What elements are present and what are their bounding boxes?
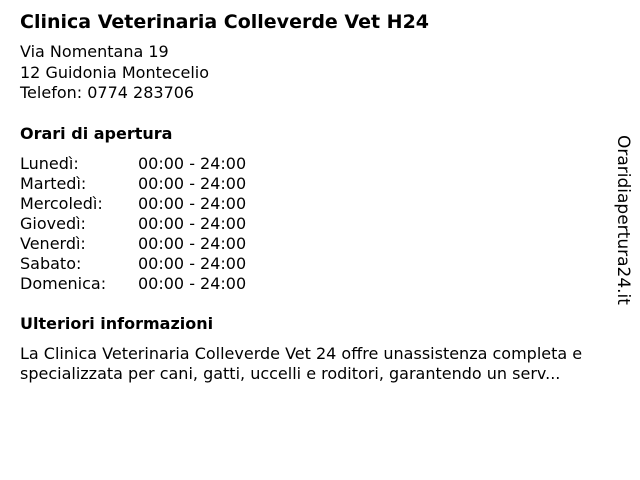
hours-day: Domenica: [20, 274, 107, 293]
description-line: La Clinica Veterinaria Colleverde Vet 24 offre unassistenza completa e [20, 344, 583, 363]
hours-day: Giovedì: [20, 214, 86, 233]
street-address: Via Nomentana 19 [20, 42, 169, 61]
site-watermark: Oraridiapertura24.it [613, 135, 633, 305]
hours-day: Mercoledì: [20, 194, 103, 213]
hours-time: 00:00 - 24:00 [138, 174, 247, 193]
hours-time: 00:00 - 24:00 [138, 154, 247, 173]
hours-day: Lunedì: [20, 154, 79, 173]
hours-time: 00:00 - 24:00 [138, 274, 247, 293]
description-line: specializzata per cani, gatti, uccelli e roditori, garantendo un serv... [20, 364, 561, 383]
hours-day: Martedì: [20, 174, 87, 193]
address-block [20, 42, 209, 104]
hours-day: Venerdì: [20, 234, 86, 253]
hours-time: 00:00 - 24:00 [138, 194, 247, 213]
hours-time: 00:00 - 24:00 [138, 254, 247, 273]
info-heading: Ulteriori informazioni [20, 314, 214, 333]
info-description [20, 344, 634, 384]
hours-time: 00:00 - 24:00 [138, 214, 247, 233]
business-card [20, 0, 610, 480]
hours-day: Sabato: [20, 254, 82, 273]
hours-heading: Orari di apertura [20, 124, 173, 143]
city-address: 12 Guidonia Montecelio [20, 62, 210, 82]
hours-time: 00:00 - 24:00 [138, 234, 247, 253]
phone-number: Telefon: 0774 283706 [20, 83, 195, 102]
business-name: Clinica Veterinaria Colleverde Vet H24 [20, 11, 430, 33]
